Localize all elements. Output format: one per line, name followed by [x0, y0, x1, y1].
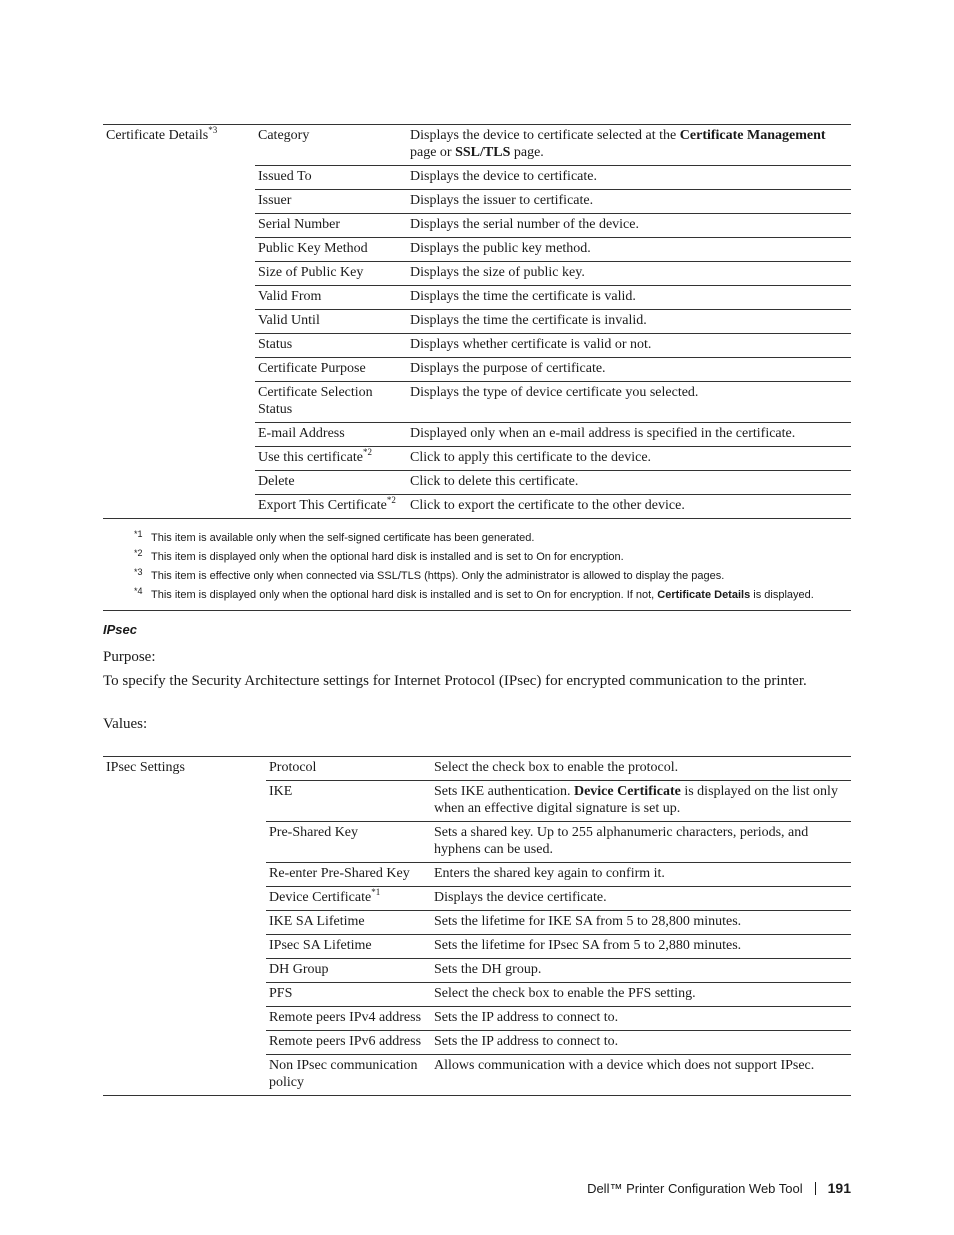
- ipsec-settings-table: [103, 756, 851, 1096]
- item-description-cell: [407, 423, 851, 447]
- footnote-mark: *3: [134, 567, 143, 577]
- group-cell: [103, 447, 255, 471]
- footnote-text: is displayed.: [750, 589, 814, 601]
- group-cell: [103, 781, 266, 822]
- values-label: Values:: [103, 716, 148, 732]
- item-name: IKE SA Lifetime: [269, 914, 365, 929]
- table-row: [103, 286, 851, 310]
- footnote: [103, 567, 851, 586]
- item-name: Protocol: [269, 760, 317, 775]
- table-row: [103, 214, 851, 238]
- table-row: [103, 358, 851, 382]
- item-description: Displays the type of device certificate you selected.: [410, 385, 699, 400]
- group-cell: [103, 382, 255, 423]
- group-cell: [103, 423, 255, 447]
- item-description-cell: [407, 358, 851, 382]
- item-description: Select the check box to enable the PFS setting.: [434, 986, 696, 1001]
- table-row: [103, 1031, 851, 1055]
- item-name: IKE: [269, 784, 293, 799]
- item-name: Use this certificate: [258, 450, 363, 465]
- footnotes: [103, 529, 851, 611]
- item-description: Sets the DH group.: [434, 962, 542, 977]
- item-name: Remote peers IPv6 address: [269, 1034, 422, 1049]
- table-row: [103, 238, 851, 262]
- group-cell: [103, 822, 266, 863]
- item-description-cell: [407, 190, 851, 214]
- item-name: Certificate Selection Status: [258, 385, 373, 417]
- item-name-cell: [255, 286, 407, 310]
- item-description: Displays the size of public key.: [410, 265, 585, 280]
- item-description: page or: [410, 145, 456, 160]
- purpose-label: Purpose:: [103, 649, 156, 665]
- page-number: 191: [827, 1180, 851, 1196]
- item-description: Sets the lifetime for IKE SA from 5 to 28,800 minutes.: [434, 914, 742, 929]
- item-description: Allows communication with a device which does not support IPsec.: [434, 1058, 815, 1073]
- item-description-cell: [431, 863, 851, 887]
- item-description-cell: [431, 1031, 851, 1055]
- group-cell: [103, 334, 255, 358]
- item-footnote-mark: *1: [371, 887, 381, 897]
- item-description: Displays the device to certificate selected at the: [410, 128, 680, 143]
- item-description-cell: [407, 471, 851, 495]
- footnote-bold: Certificate Details: [657, 589, 751, 601]
- item-description: Sets IKE authentication.: [434, 784, 574, 799]
- group-cell: [103, 887, 266, 911]
- group-label: Certificate Details: [106, 128, 209, 143]
- section-heading-ipsec: IPsec: [103, 622, 137, 637]
- item-name: Category: [258, 128, 310, 143]
- table-row: [103, 863, 851, 887]
- table-row: [103, 262, 851, 286]
- group-cell: [103, 166, 255, 190]
- item-description-cell: [431, 822, 851, 863]
- group-cell: [103, 911, 266, 935]
- item-description-cell: [407, 382, 851, 423]
- group-cell: [103, 1007, 266, 1031]
- item-name-cell: [255, 423, 407, 447]
- item-description-bold: Certificate Management: [679, 128, 826, 143]
- item-name-cell: [266, 935, 431, 959]
- item-description: Sets the IP address to connect to.: [434, 1034, 619, 1049]
- footnote-mark: *1: [134, 529, 143, 539]
- table-row: [103, 1055, 851, 1096]
- item-description-bold: SSL/TLS: [455, 145, 511, 160]
- table-row: [103, 757, 851, 781]
- item-description: Sets the lifetime for IPsec SA from 5 to 2,880 minutes.: [434, 938, 742, 953]
- item-name-cell: [266, 959, 431, 983]
- footnote-text: This item is effective only when connected via SSL/TLS (https). Only the administrator is allowed to display the pages.: [151, 570, 725, 582]
- item-name: PFS: [269, 986, 293, 1001]
- item-description: Displays the device certificate.: [434, 890, 607, 905]
- footnote-text: This item is displayed only when the optional hard disk is installed and is set to On for encryption.: [151, 551, 624, 563]
- item-description: Sets a shared key. Up to 255 alphanumeric characters, periods, and hyphens can be used.: [434, 825, 809, 857]
- item-name: Serial Number: [258, 217, 341, 232]
- table-row: [103, 911, 851, 935]
- item-description-cell: [407, 166, 851, 190]
- item-name: Size of Public Key: [258, 265, 364, 280]
- item-description-cell: [431, 781, 851, 822]
- item-description: Click to apply this certificate to the device.: [410, 450, 652, 465]
- group-cell: [103, 959, 266, 983]
- item-name-cell: [266, 757, 431, 781]
- item-name-cell: [255, 238, 407, 262]
- item-description: Displays the issuer to certificate.: [410, 193, 594, 208]
- item-description-cell: [407, 238, 851, 262]
- item-description: Displays the purpose of certificate.: [410, 361, 606, 376]
- table-row: [103, 983, 851, 1007]
- item-name-cell: [255, 214, 407, 238]
- group-label: IPsec Settings: [106, 760, 185, 775]
- item-description-cell: [431, 1055, 851, 1096]
- group-cell: [103, 238, 255, 262]
- footnote: [103, 529, 851, 548]
- item-description-cell: [431, 757, 851, 781]
- group-cell: [103, 863, 266, 887]
- item-footnote-mark: *2: [362, 447, 372, 457]
- item-name: Valid Until: [258, 313, 320, 328]
- item-description-bold: Device Certificate: [573, 784, 681, 799]
- item-name: Pre-Shared Key: [269, 825, 359, 840]
- item-name-cell: [266, 1031, 431, 1055]
- footer-title: Dell™ Printer Configuration Web Tool: [587, 1180, 803, 1196]
- item-name-cell: [255, 190, 407, 214]
- group-cell: [103, 471, 255, 495]
- item-description: Enters the shared key again to confirm it.: [434, 866, 665, 881]
- footnote: [103, 586, 851, 605]
- item-description-cell: [407, 286, 851, 310]
- table-row: [103, 822, 851, 863]
- table-row: [103, 125, 851, 166]
- item-name-cell: [255, 358, 407, 382]
- item-name-cell: [255, 262, 407, 286]
- group-cell: [103, 1055, 266, 1096]
- certificate-details-table: [103, 124, 851, 519]
- item-name: Issued To: [258, 169, 312, 184]
- item-name: E-mail Address: [258, 426, 345, 441]
- group-cell: [103, 190, 255, 214]
- footnote-mark: *2: [134, 548, 143, 558]
- footer-separator: [815, 1182, 816, 1195]
- item-name-cell: [266, 911, 431, 935]
- item-name-cell: [266, 887, 431, 911]
- table-row: [103, 495, 851, 519]
- item-name: Non IPsec communication policy: [269, 1058, 418, 1090]
- item-description: Select the check box to enable the protocol.: [434, 760, 679, 775]
- item-name-cell: [255, 447, 407, 471]
- footnote-text: This item is displayed only when the optional hard disk is installed and is set to On for encryption. If not,: [151, 589, 658, 601]
- item-name: Status: [258, 337, 293, 352]
- group-cell: [103, 983, 266, 1007]
- item-description-cell: [407, 495, 851, 519]
- item-description: page.: [510, 145, 544, 160]
- item-name: Issuer: [258, 193, 292, 208]
- item-description: Displays the serial number of the device.: [410, 217, 639, 232]
- item-description: Displays the time the certificate is valid.: [410, 289, 636, 304]
- item-description: Sets the IP address to connect to.: [434, 1010, 619, 1025]
- item-name: IPsec SA Lifetime: [269, 938, 372, 953]
- item-description: Displays the device to certificate.: [410, 169, 597, 184]
- footnote-mark: *4: [134, 586, 143, 596]
- group-cell: [103, 495, 255, 519]
- item-name-cell: [266, 863, 431, 887]
- group-cell: [103, 757, 266, 781]
- group-cell: [103, 214, 255, 238]
- group-cell: [103, 286, 255, 310]
- item-name: Device Certificate: [269, 890, 372, 905]
- item-description: Displayed only when an e-mail address is specified in the certificate.: [410, 426, 796, 441]
- item-name-cell: [266, 983, 431, 1007]
- page-footer: [587, 1180, 851, 1196]
- item-description: Click to delete this certificate.: [410, 474, 579, 489]
- item-name-cell: [255, 471, 407, 495]
- group-cell: [103, 935, 266, 959]
- item-description-cell: [431, 887, 851, 911]
- table-row: [103, 382, 851, 423]
- table-row: [103, 190, 851, 214]
- group-cell: [103, 310, 255, 334]
- item-name-cell: [255, 125, 407, 166]
- item-name-cell: [255, 382, 407, 423]
- table-row: [103, 887, 851, 911]
- item-description: Click to export the certificate to the other device.: [410, 498, 685, 513]
- item-description-cell: [431, 959, 851, 983]
- item-description-cell: [407, 214, 851, 238]
- table-row: [103, 935, 851, 959]
- table-row: [103, 1007, 851, 1031]
- item-footnote-mark: *2: [386, 495, 396, 505]
- group-footnote-mark: *3: [208, 125, 218, 135]
- purpose-text: To specify the Security Architecture settings for Internet Protocol (IPsec) for encrypted communication to the printer.: [103, 673, 807, 689]
- item-description: is displayed on the list only when an effective digital signature is set up.: [434, 784, 838, 816]
- item-description-cell: [431, 911, 851, 935]
- group-cell: [103, 358, 255, 382]
- item-description-cell: [407, 262, 851, 286]
- item-description-cell: [407, 447, 851, 471]
- item-description: Displays whether certificate is valid or not.: [410, 337, 652, 352]
- footnote: [103, 548, 851, 567]
- item-description-cell: [431, 935, 851, 959]
- item-name: Delete: [258, 474, 295, 489]
- item-name-cell: [255, 166, 407, 190]
- group-cell: [103, 1031, 266, 1055]
- item-description-cell: [431, 983, 851, 1007]
- item-name-cell: [255, 495, 407, 519]
- item-name-cell: [266, 1007, 431, 1031]
- item-name: DH Group: [269, 962, 329, 977]
- group-cell: [103, 125, 255, 166]
- table-row: [103, 781, 851, 822]
- table-row: [103, 310, 851, 334]
- table-row: [103, 447, 851, 471]
- item-name-cell: [266, 1055, 431, 1096]
- item-description: Displays the time the certificate is invalid.: [410, 313, 647, 328]
- item-name: Export This Certificate: [258, 498, 387, 513]
- item-name-cell: [266, 822, 431, 863]
- item-name-cell: [266, 781, 431, 822]
- table-row: [103, 959, 851, 983]
- table-row: [103, 334, 851, 358]
- item-name: Re-enter Pre-Shared Key: [269, 866, 410, 881]
- table-row: [103, 471, 851, 495]
- item-name: Public Key Method: [258, 241, 368, 256]
- item-name-cell: [255, 334, 407, 358]
- item-description-cell: [407, 334, 851, 358]
- item-description: Displays the public key method.: [410, 241, 591, 256]
- item-description-cell: [407, 310, 851, 334]
- item-description-cell: [407, 125, 851, 166]
- item-name-cell: [255, 310, 407, 334]
- table-row: [103, 423, 851, 447]
- item-name: Valid From: [258, 289, 322, 304]
- item-name: Remote peers IPv4 address: [269, 1010, 422, 1025]
- group-cell: [103, 262, 255, 286]
- table-row: [103, 166, 851, 190]
- footnote-text: This item is available only when the self-signed certificate has been generated.: [151, 532, 535, 544]
- item-name: Certificate Purpose: [258, 361, 366, 376]
- item-description-cell: [431, 1007, 851, 1031]
